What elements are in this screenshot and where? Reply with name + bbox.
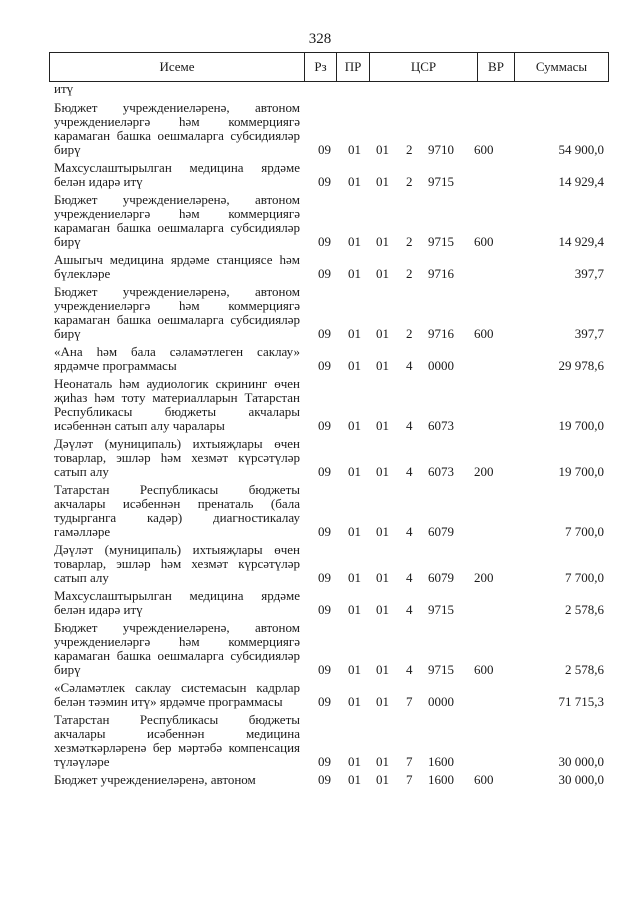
cell-pr: 01	[348, 772, 361, 787]
cell-d1: 01	[376, 174, 389, 189]
cell-d2: 7	[406, 754, 413, 769]
cell-d2: 4	[406, 570, 413, 585]
cell-sum: 30 000,0	[558, 772, 604, 787]
cell-code: 0000	[428, 694, 454, 709]
cell-name: Неонаталь һәм аудиологик скрининг өчен җиһаз һәм тоту материалларын Татарстан Республикасы бюджеты акчалары исәбеннән сатып алу чаралары	[54, 376, 300, 433]
cell-d2: 4	[406, 358, 413, 373]
cell-d2: 7	[406, 694, 413, 709]
cell-pr: 01	[348, 358, 361, 373]
cell-name: «Сәламәтлек саклау системасын кадрлар белән тәэмин итү» ярдәмче программасы	[54, 680, 300, 709]
cell-name: Татарстан Республикасы бюджеты акчалары исәбеннән пренаталь (бала тудырганга кадәр) диагностикалау гамәлләре	[54, 482, 300, 539]
cell-d2: 7	[406, 772, 413, 787]
cell-pr: 01	[348, 266, 361, 281]
header-pr: ПР	[337, 53, 370, 81]
cell-code: 9715	[428, 662, 454, 677]
cell-rz: 09	[318, 358, 331, 373]
cell-code: 9715	[428, 174, 454, 189]
cell-code: 6073	[428, 418, 454, 433]
cell-name: Дәүләт (муниципаль) ихтыяҗлары өчен товарлар, эшләр һәм хезмәт күрсәтүләр сатып алу	[54, 542, 300, 585]
cell-pr: 01	[348, 464, 361, 479]
cell-d2: 4	[406, 524, 413, 539]
cell-vr: 200	[474, 570, 494, 585]
cell-sum: 30 000,0	[558, 754, 604, 769]
cell-d1: 01	[376, 266, 389, 281]
cell-sum: 2 578,6	[565, 662, 604, 677]
cell-code: 6079	[428, 570, 454, 585]
cell-code: 9715	[428, 602, 454, 617]
table-row	[54, 589, 604, 617]
cell-name: Дәүләт (муниципаль) ихтыяҗлары өчен товарлар, эшләр һәм хезмәт күрсәтүләр сатып алу	[54, 436, 300, 479]
cell-pr: 01	[348, 326, 361, 341]
cell-d1: 01	[376, 358, 389, 373]
cell-sum: 19 700,0	[558, 418, 604, 433]
cell-d1: 01	[376, 570, 389, 585]
cell-vr: 600	[474, 772, 494, 787]
cell-vr: 600	[474, 234, 494, 249]
cell-vr: 600	[474, 142, 494, 157]
cell-d2: 2	[406, 142, 413, 157]
cell-sum: 19 700,0	[558, 464, 604, 479]
table-row	[54, 713, 604, 769]
table-row	[54, 253, 604, 281]
cell-rz: 09	[318, 772, 331, 787]
cell-pr: 01	[348, 694, 361, 709]
cell-code: 6079	[428, 524, 454, 539]
cell-d1: 01	[376, 694, 389, 709]
cell-code: 6073	[428, 464, 454, 479]
cell-sum: 7 700,0	[565, 524, 604, 539]
header-csr: ЦСР	[370, 53, 478, 81]
table-header	[49, 52, 609, 82]
table-row	[54, 773, 604, 787]
header-sum: Суммасы	[535, 59, 588, 74]
cell-pr: 01	[348, 602, 361, 617]
cell-d2: 2	[406, 266, 413, 281]
cell-rz: 09	[318, 602, 331, 617]
cell-name: Бюджет учреждениеләренә, автоном учреждениеләргә һәм коммерциягә карамаган башка оешмаларга субсидияләр бирү	[54, 620, 300, 677]
cell-d2: 4	[406, 602, 413, 617]
cell-code: 9716	[428, 326, 454, 341]
cell-d1: 01	[376, 662, 389, 677]
cell-d2: 2	[406, 326, 413, 341]
cell-rz: 09	[318, 266, 331, 281]
cell-rz: 09	[318, 174, 331, 189]
cell-d1: 01	[376, 142, 389, 157]
table-row	[54, 437, 604, 479]
cell-pr: 01	[348, 570, 361, 585]
cell-d1: 01	[376, 326, 389, 341]
cell-rz: 09	[318, 418, 331, 433]
table-rows	[54, 101, 604, 787]
cell-sum: 29 978,6	[558, 358, 604, 373]
cell-name: Ашыгыч медицина ярдәме станциясе һәм бүлекләре	[54, 252, 300, 281]
cell-vr: 200	[474, 464, 494, 479]
cell-sum: 7 700,0	[565, 570, 604, 585]
cell-d2: 2	[406, 234, 413, 249]
header-rz: Рз	[305, 53, 337, 81]
header-name: Исеме	[50, 53, 305, 81]
cell-d1: 01	[376, 234, 389, 249]
cell-d1: 01	[376, 524, 389, 539]
cell-code: 1600	[428, 754, 454, 769]
cell-code: 9715	[428, 234, 454, 249]
cell-pr: 01	[348, 174, 361, 189]
cell-rz: 09	[318, 142, 331, 157]
cell-pr: 01	[348, 418, 361, 433]
continuation-text: итү	[54, 81, 74, 96]
table-row	[54, 483, 604, 539]
cell-pr: 01	[348, 754, 361, 769]
table-row	[54, 193, 604, 249]
cell-sum: 71 715,3	[558, 694, 604, 709]
cell-rz: 09	[318, 234, 331, 249]
cell-name: Татарстан Республикасы бюджеты акчалары исәбеннән медицина хезмәткәрләренә бер мәртәбә компенсация түләүләре	[54, 712, 300, 769]
cell-code: 9716	[428, 266, 454, 281]
cell-rz: 09	[318, 524, 331, 539]
page-number: 328	[308, 31, 332, 47]
cell-sum: 397,7	[574, 266, 604, 281]
cell-code: 0000	[428, 358, 454, 373]
cell-name: «Ана һәм бала сәламәтлеген саклау» ярдәмче программасы	[54, 344, 300, 373]
cell-d1: 01	[376, 772, 389, 787]
cell-name: Махсуслаштырылган медицина ярдәме белән идарә итү	[54, 160, 300, 189]
cell-d2: 4	[406, 464, 413, 479]
table-row	[54, 345, 604, 373]
cell-rz: 09	[318, 326, 331, 341]
cell-vr: 600	[474, 662, 494, 677]
cell-d2: 4	[406, 418, 413, 433]
cell-code: 1600	[428, 772, 454, 787]
table-row	[54, 621, 604, 677]
cell-rz: 09	[318, 694, 331, 709]
table-row	[54, 681, 604, 709]
table-row	[54, 161, 604, 189]
cell-d1: 01	[376, 754, 389, 769]
cell-d2: 2	[406, 174, 413, 189]
cell-rz: 09	[318, 570, 331, 585]
cell-d2: 4	[406, 662, 413, 677]
cell-sum: 397,7	[574, 326, 604, 341]
cell-name: Махсуслаштырылган медицина ярдәме белән идарә итү	[54, 588, 300, 617]
cell-pr: 01	[348, 234, 361, 249]
cell-name: Бюджет учреждениеләренә, автоном	[54, 772, 256, 787]
cell-sum: 14 929,4	[558, 234, 604, 249]
cell-vr: 600	[474, 326, 494, 341]
cell-code: 9710	[428, 142, 454, 157]
cell-rz: 09	[318, 464, 331, 479]
table-row	[54, 377, 604, 433]
cell-rz: 09	[318, 662, 331, 677]
cell-d1: 01	[376, 602, 389, 617]
cell-sum: 14 929,4	[558, 174, 604, 189]
cell-pr: 01	[348, 662, 361, 677]
cell-name: Бюджет учреждениеләренә, автоном учреждениеләргә һәм коммерциягә карамаган башка оешмаларга субсидияләр бирү	[54, 192, 300, 249]
cell-rz: 09	[318, 754, 331, 769]
table-row	[54, 285, 604, 341]
cell-d1: 01	[376, 418, 389, 433]
cell-sum: 2 578,6	[565, 602, 604, 617]
cell-name: Бюджет учреждениеләренә, автоном учреждениеләргә һәм коммерциягә карамаган башка оешмаларга субсидияләр бирү	[54, 100, 300, 157]
cell-sum: 54 900,0	[558, 142, 604, 157]
table-row	[54, 101, 604, 157]
cell-pr: 01	[348, 142, 361, 157]
cell-pr: 01	[348, 524, 361, 539]
table-body	[54, 82, 604, 787]
cell-name: Бюджет учреждениеләренә, автоном учреждениеләргә һәм коммерциягә карамаган башка оешмаларга субсидияләр бирү	[54, 284, 300, 341]
cell-d1: 01	[376, 464, 389, 479]
table-row	[54, 543, 604, 585]
header-vr: ВР	[478, 53, 515, 81]
